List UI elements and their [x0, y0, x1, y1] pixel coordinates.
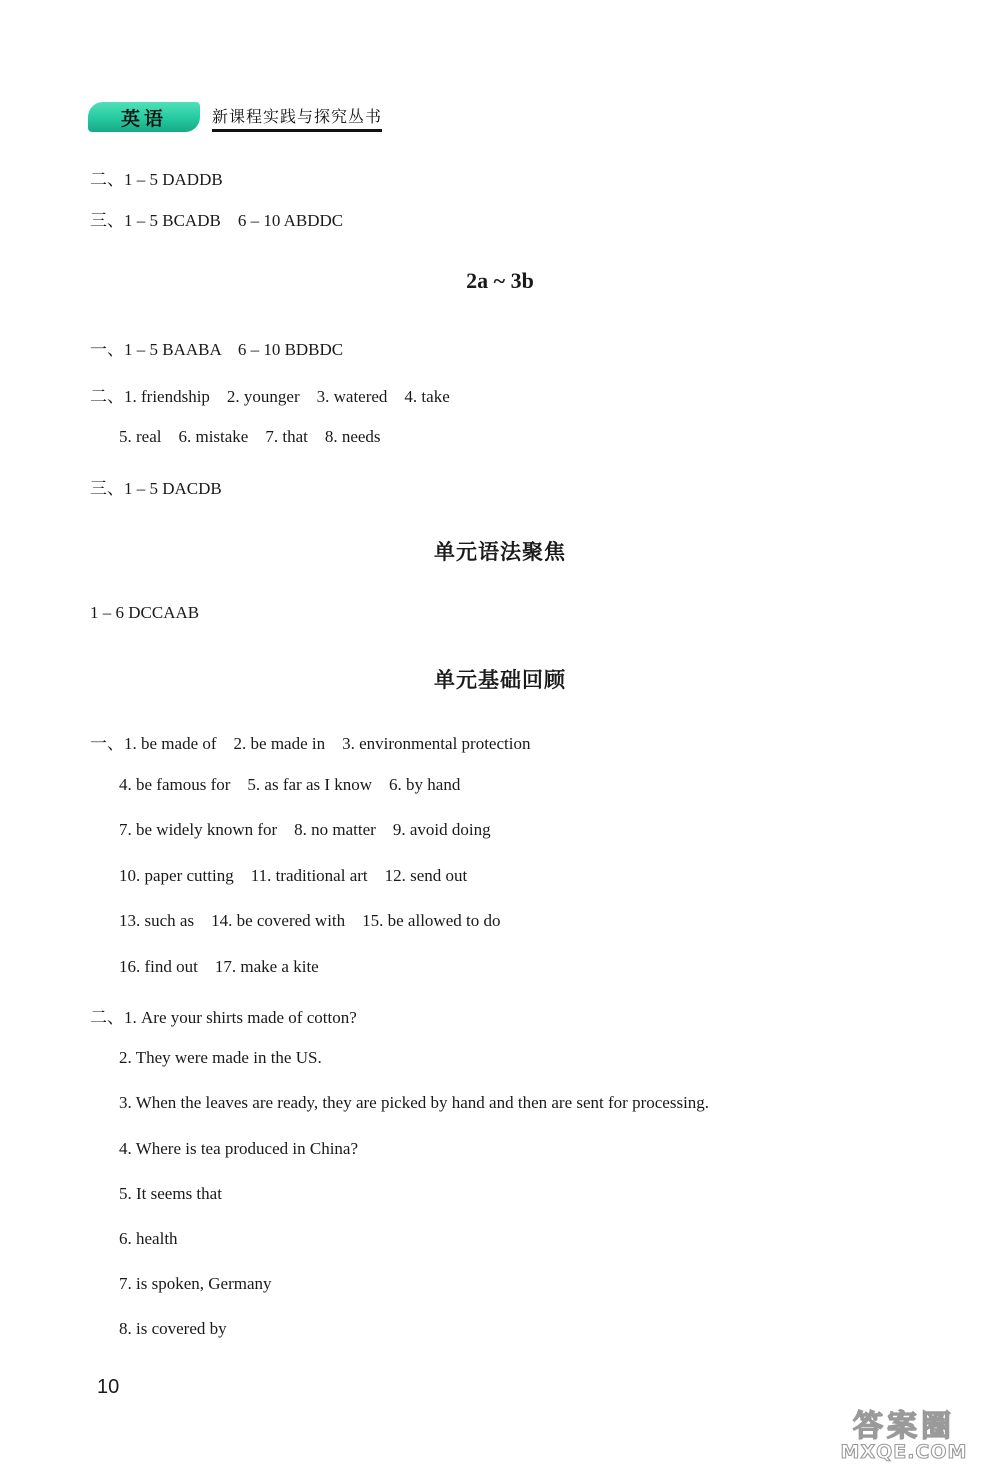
- section-title-2a-3b: 2a ~ 3b: [466, 268, 534, 293]
- answer-line: 三、1 – 5 BCADB 6 – 10 ABDDC: [90, 211, 344, 230]
- answer-line: 4. Where is tea produced in China?: [119, 1139, 359, 1158]
- section-title-grammar: 单元语法聚焦: [434, 540, 566, 564]
- answer-line: 二、1. Are your shirts made of cotton?: [90, 1008, 357, 1027]
- answer-line: 5. real 6. mistake 7. that 8. needs: [119, 427, 381, 446]
- answer-line: 2. They were made in the US.: [119, 1048, 322, 1067]
- answer-line: 5. It seems that: [119, 1184, 222, 1203]
- watermark-logo: [812, 1408, 990, 1462]
- answer-line: 10. paper cutting 11. traditional art 12. send out: [119, 866, 468, 885]
- answer-line: 一、1 – 5 BAABA 6 – 10 BDBDC: [90, 340, 344, 359]
- answer-line: 3. When the leaves are ready, they are picked by hand and then are sent for processing.: [119, 1093, 710, 1112]
- subject-label: 英语: [120, 107, 167, 130]
- answer-line: 7. be widely known for 8. no matter 9. avoid doing: [119, 820, 491, 839]
- answer-line: 16. find out 17. make a kite: [119, 957, 319, 976]
- series-title: 新课程实践与探究丛书: [212, 104, 382, 132]
- svg-text:答案圈: 答案圈: [853, 1409, 955, 1444]
- answer-line: 8. is covered by: [119, 1319, 227, 1338]
- subject-badge: [88, 102, 200, 132]
- page-number: 10: [97, 1376, 120, 1398]
- answer-line: 一、1. be made of 2. be made in 3. environmental protection: [90, 734, 531, 753]
- answer-line: 1 – 6 DCCAAB: [90, 603, 200, 622]
- answer-line: 4. be famous for 5. as far as I know 6. by hand: [119, 775, 461, 794]
- answer-line: 三、1 – 5 DACDB: [90, 479, 222, 498]
- header-bar: [88, 100, 398, 134]
- answer-line: 6. health: [119, 1229, 178, 1248]
- section-title-review: 单元基础回顾: [434, 668, 566, 692]
- answer-line: 二、1 – 5 DADDB: [90, 170, 223, 189]
- answer-line: 二、1. friendship 2. younger 3. watered 4. take: [90, 387, 450, 406]
- answer-line: 7. is spoken, Germany: [119, 1274, 272, 1293]
- answer-line: 13. such as 14. be covered with 15. be allowed to do: [119, 911, 501, 930]
- svg-text:MXQE.COM: MXQE.COM: [840, 1441, 968, 1462]
